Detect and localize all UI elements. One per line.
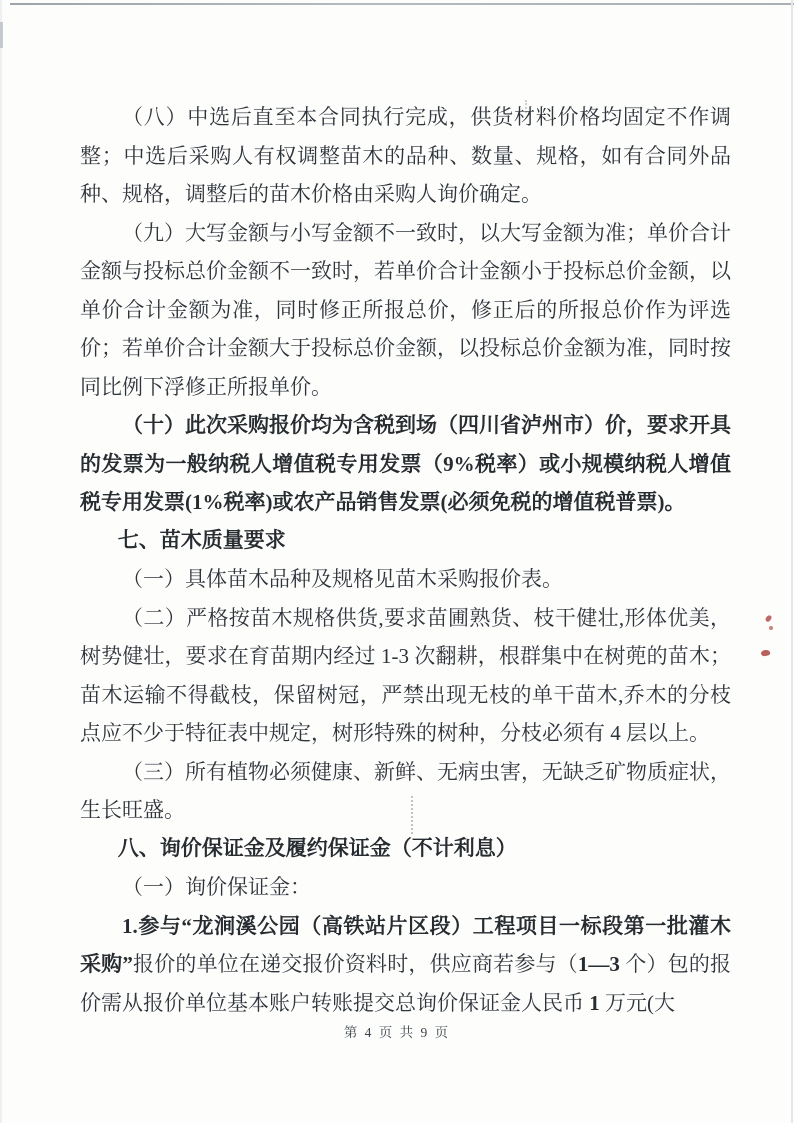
scan-edge-artifact-left-mark xyxy=(0,22,3,48)
text-segment: （三）所有植物必须健康、新鲜、无病虫害，无缺乏矿物质症状，生长旺盛。 xyxy=(80,759,731,822)
text-segment: 个）包的报价需从报价单位基本账户转账提交总询价保证金人民币 xyxy=(80,952,732,1015)
red-ink-mark xyxy=(765,614,773,623)
bold-text-segment: 八、询价保证金及履约保证金（不计利息） xyxy=(117,836,517,860)
scan-edge-artifact-right xyxy=(791,0,793,1123)
text-segment: （八）中选后直至本合同执行完成，供货材料价格均固定不作调整；中选后采购人有权调整苗木的品种、数量、规格，如有合同外品种、规格，调整后的苗木价格由采购人询价确定。 xyxy=(80,105,731,206)
paragraph xyxy=(80,98,731,214)
bold-text-segment: 1.参与“龙涧溪公园（高铁站片区段）工程项目一标段第一批灌木采购” xyxy=(80,913,731,976)
paragraph xyxy=(80,214,731,407)
paragraph xyxy=(80,599,731,753)
section-heading xyxy=(80,830,731,869)
scan-edge-artifact-top xyxy=(10,3,794,5)
text-segment: （一）询价保证金： xyxy=(122,875,311,899)
red-ink-mark xyxy=(760,649,770,657)
text-segment: （二）严格按苗木规格供货,要求苗圃熟货、枝干健壮,形体优美，树势健壮，要求在育苗期内经过 1-3 次翻耕，根群集中在树蔸的苗木；苗木运输不得截枝，保留树冠，严禁出现无枝的单干苗木,乔木的分枝点应不少于特征表中规定，树形特殊的树种，分枝必须有 4 层以上。 xyxy=(80,605,731,745)
paragraph xyxy=(80,560,731,599)
scan-edge-artifact-left xyxy=(0,0,2,1123)
text-segment: 万元(大 xyxy=(599,990,675,1015)
text-segment: 报价的单位在递交报价资料时，供应商若参与（ xyxy=(132,952,578,976)
text-segment: （一）具体苗木品种及规格见苗木采购报价表。 xyxy=(122,567,563,591)
page-number-footer: 第 4 页 共 9 页 xyxy=(343,1025,451,1040)
document-body xyxy=(80,98,731,1022)
section-heading xyxy=(80,522,731,561)
text-segment: （九）大写金额与小写金额不一致时，以大写金额为准；单价合计金额与投标总价金额不一致时，若单价合计金额小于投标总价金额，以单价合计金额为准，同时修正所报总价，修正后的所报总价作为评选价；若单价合计金额大于投标总价金额，以投标总价金额为准，同时按同比例下浮修正所报单价。 xyxy=(80,220,731,399)
bold-text-segment: （十）此次采购报价均为含税到场（四川省泸州市）价，要求开具的发票为一般纳税人增值税专用发票（9%税率）或小规模纳税人增值税专用发票(1%税率)或农产品销售发票(必须免税的增值税普票)。 xyxy=(80,413,731,514)
paragraph xyxy=(80,753,731,830)
bold-text-segment: 1—3 xyxy=(577,952,620,976)
paragraph xyxy=(80,907,731,1023)
paragraph xyxy=(80,406,731,522)
bold-text-segment: 七、苗木质量要求 xyxy=(117,528,286,552)
paragraph xyxy=(80,868,731,907)
red-ink-mark xyxy=(769,626,773,630)
bold-text-segment: 1 xyxy=(589,990,600,1015)
